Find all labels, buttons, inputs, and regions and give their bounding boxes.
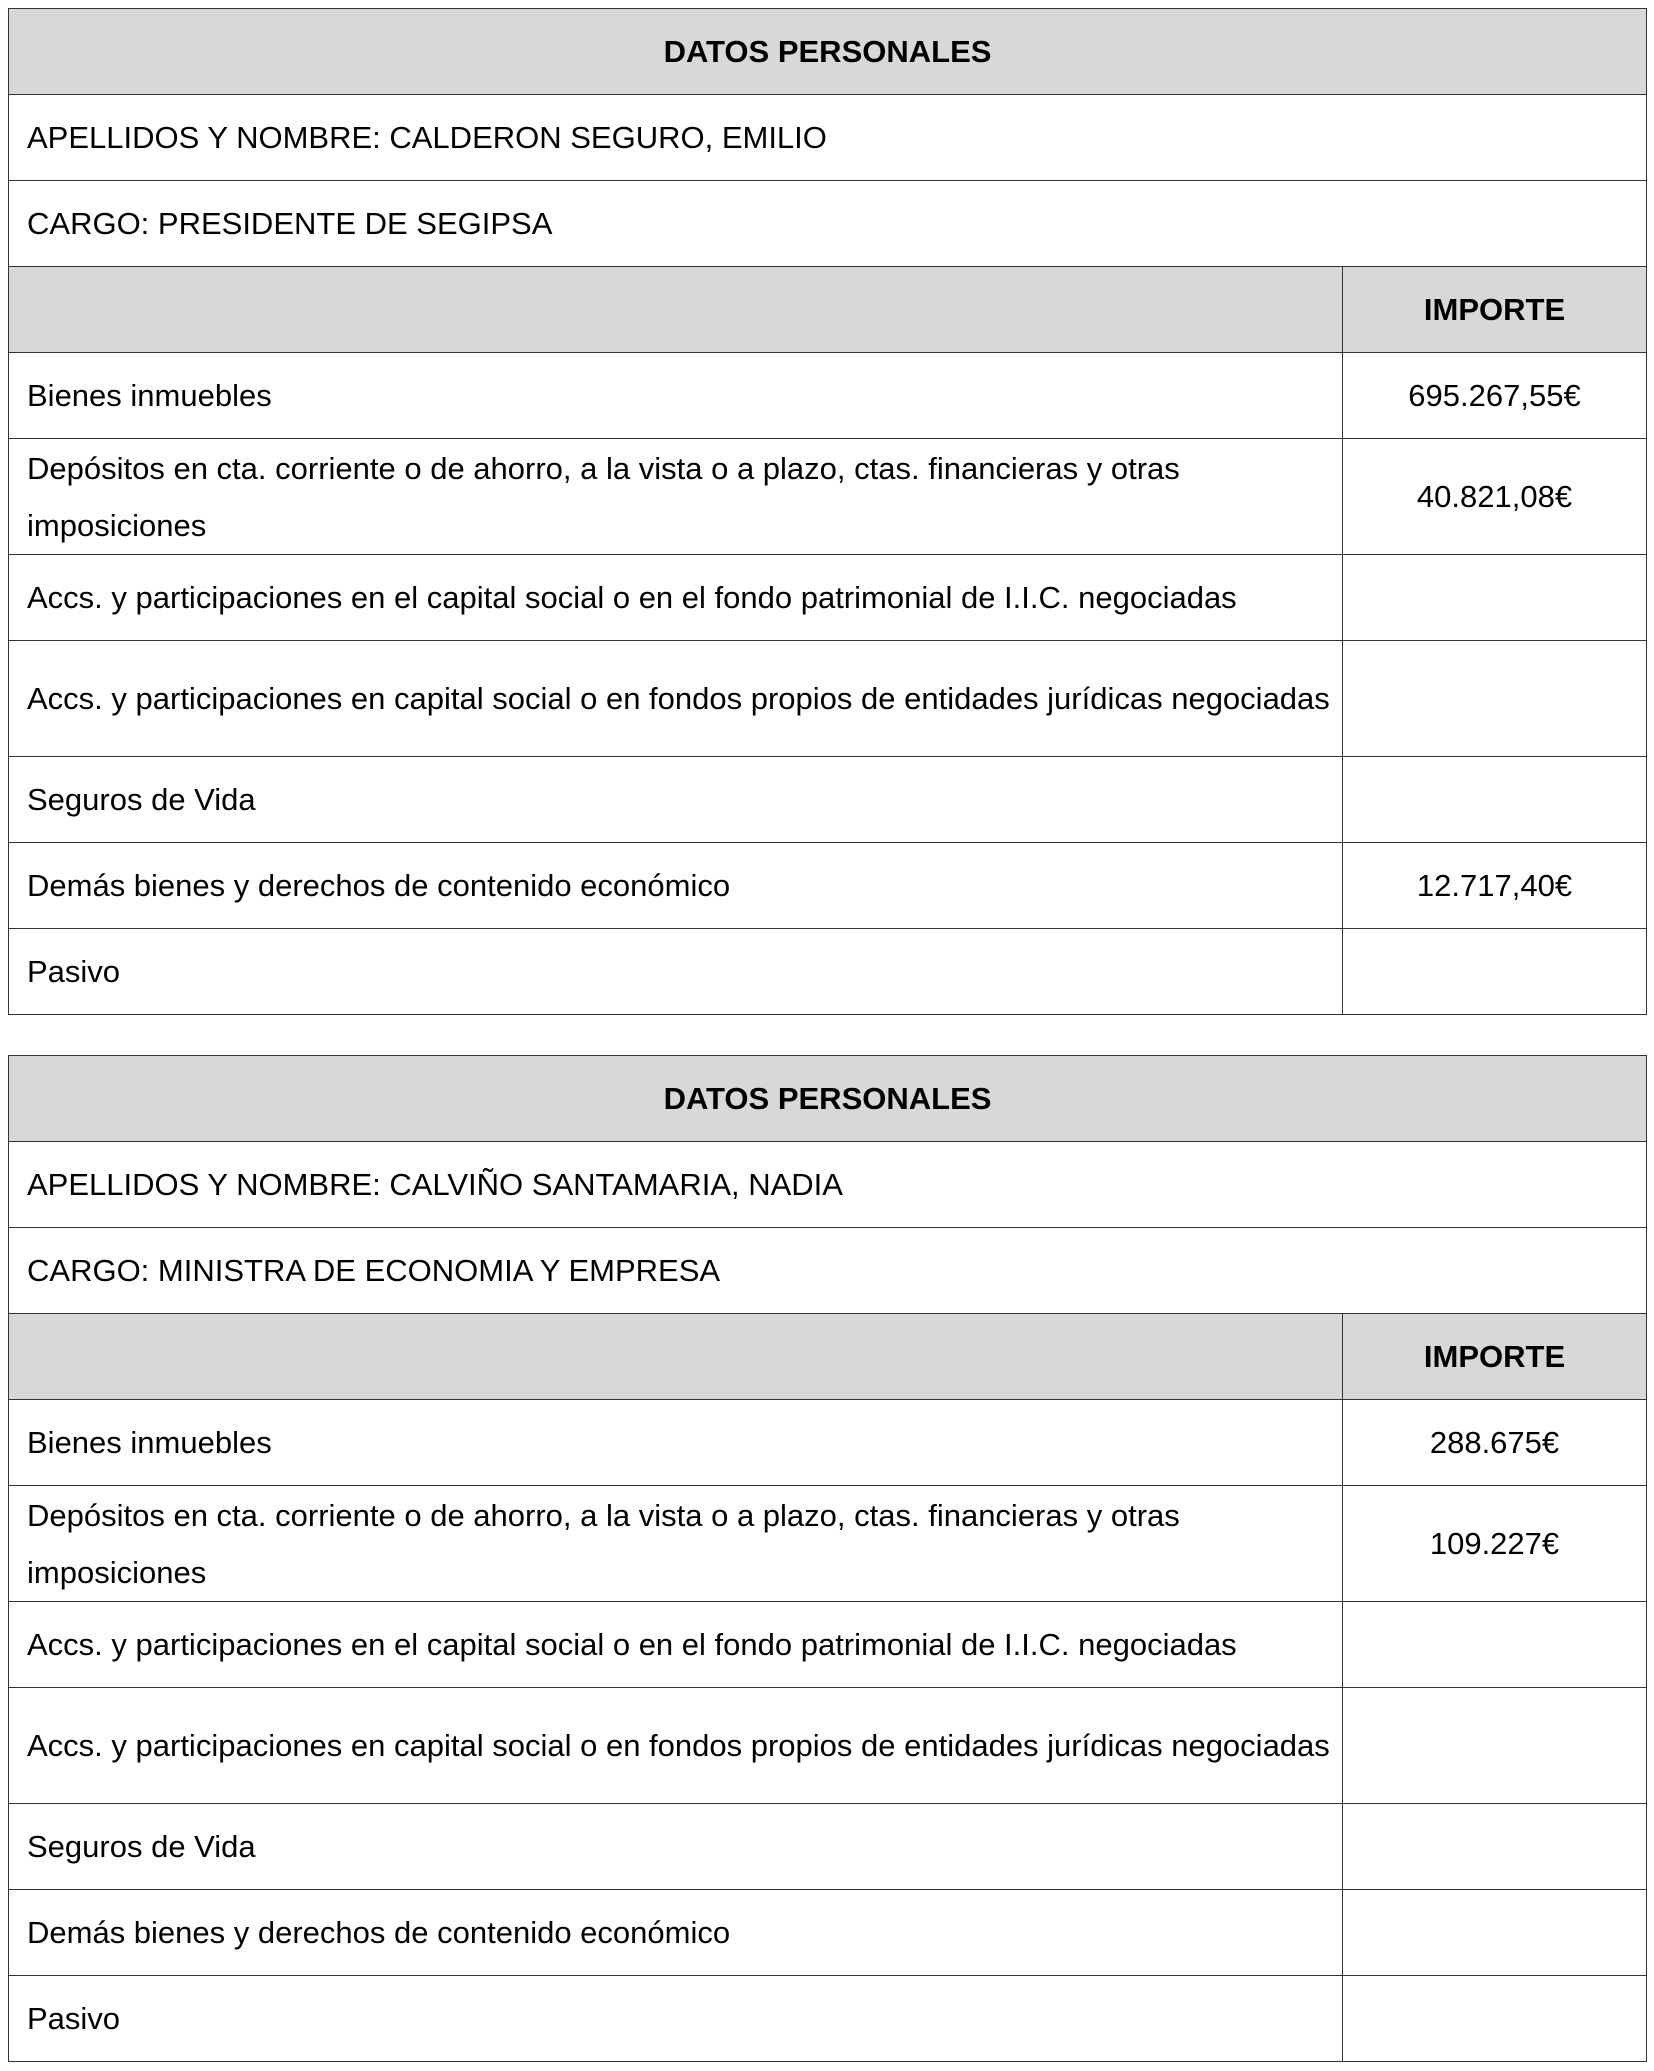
asset-label: Seguros de Vida: [9, 757, 1343, 843]
asset-label: Accs. y participaciones en capital social o en fondos propios de entidades jurídicas negociadas: [9, 1688, 1343, 1804]
cargo-line: CARGO: PRESIDENTE DE SEGIPSA: [9, 181, 1647, 267]
asset-amount: [1343, 641, 1647, 757]
asset-label: Accs. y participaciones en el capital social o en el fondo patrimonial de I.I.C. negociadas: [9, 1602, 1343, 1688]
asset-amount: [1343, 555, 1647, 641]
asset-label: Bienes inmuebles: [9, 1400, 1343, 1486]
asset-amount: [1343, 929, 1647, 1015]
asset-label: Demás bienes y derechos de contenido económico: [9, 1890, 1343, 1976]
declaration-table: [8, 8, 1647, 1015]
asset-label: Depósitos en cta. corriente o de ahorro, a la vista o a plazo, ctas. financieras y otras imposiciones: [9, 439, 1343, 555]
asset-amount: [1343, 1890, 1647, 1976]
amount-column-header: IMPORTE: [1343, 1314, 1647, 1400]
asset-label: Depósitos en cta. corriente o de ahorro, a la vista o a plazo, ctas. financieras y otras imposiciones: [9, 1486, 1343, 1602]
asset-amount: [1343, 757, 1647, 843]
declaration-table: [8, 1055, 1647, 2062]
asset-amount: 109.227€: [1343, 1486, 1647, 1602]
section-title: DATOS PERSONALES: [9, 9, 1647, 95]
label-column-header: [9, 267, 1343, 353]
asset-amount: 40.821,08€: [1343, 439, 1647, 555]
section-title: DATOS PERSONALES: [9, 1056, 1647, 1142]
asset-amount: 12.717,40€: [1343, 843, 1647, 929]
asset-label: Demás bienes y derechos de contenido económico: [9, 843, 1343, 929]
asset-label: Pasivo: [9, 1976, 1343, 2062]
asset-amount: [1343, 1688, 1647, 1804]
asset-amount: [1343, 1976, 1647, 2062]
asset-label: Seguros de Vida: [9, 1804, 1343, 1890]
amount-column-header: IMPORTE: [1343, 267, 1647, 353]
name-line: APELLIDOS Y NOMBRE: CALVIÑO SANTAMARIA, NADIA: [9, 1142, 1647, 1228]
asset-label: Bienes inmuebles: [9, 353, 1343, 439]
asset-amount: 695.267,55€: [1343, 353, 1647, 439]
asset-label: Accs. y participaciones en capital social o en fondos propios de entidades jurídicas negociadas: [9, 641, 1343, 757]
asset-amount: [1343, 1804, 1647, 1890]
asset-amount: 288.675€: [1343, 1400, 1647, 1486]
asset-amount: [1343, 1602, 1647, 1688]
label-column-header: [9, 1314, 1343, 1400]
name-line: APELLIDOS Y NOMBRE: CALDERON SEGURO, EMILIO: [9, 95, 1647, 181]
asset-label: Pasivo: [9, 929, 1343, 1015]
asset-label: Accs. y participaciones en el capital social o en el fondo patrimonial de I.I.C. negociadas: [9, 555, 1343, 641]
cargo-line: CARGO: MINISTRA DE ECONOMIA Y EMPRESA: [9, 1228, 1647, 1314]
